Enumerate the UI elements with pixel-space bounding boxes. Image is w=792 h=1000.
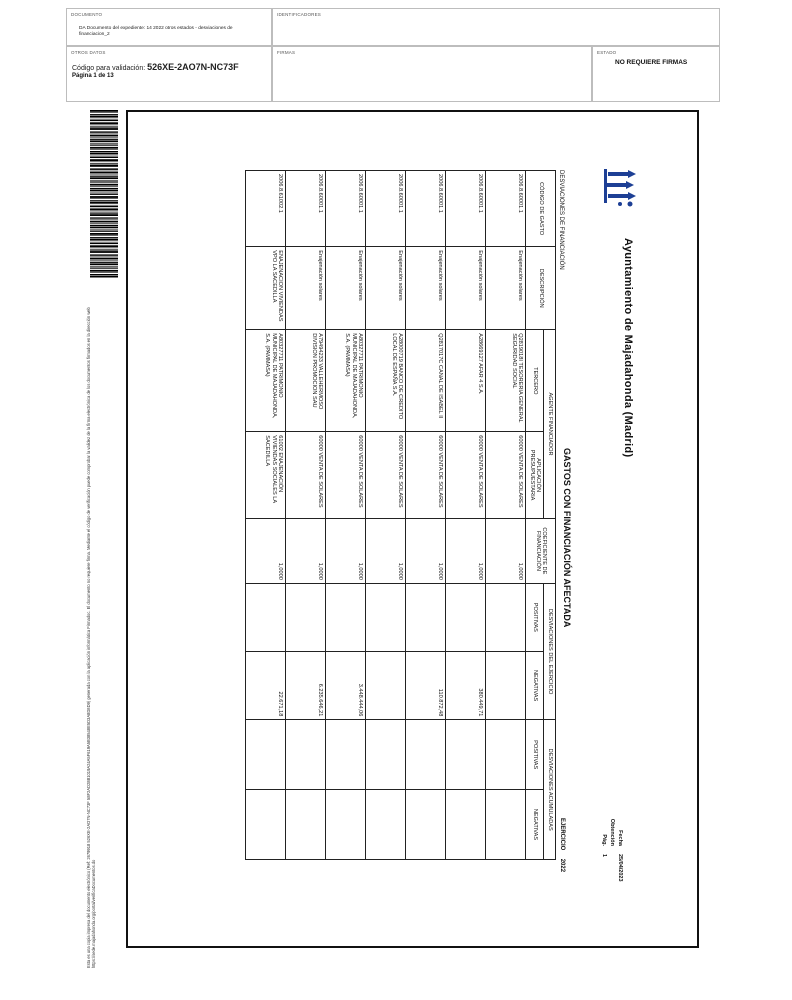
cell-year-negative <box>366 651 406 720</box>
col-budget-application: APLICACIÓN PRESUPUESTARIA <box>526 432 544 519</box>
barcode-bar <box>90 218 118 219</box>
cell-acc-negative <box>246 789 286 859</box>
barcode-bar <box>90 125 118 126</box>
section-label: DESVIACIONES DE FINANCIACIÓN <box>558 170 564 270</box>
cell-acc-positive <box>406 720 446 790</box>
barcode-bar <box>90 132 118 133</box>
cell-acc-positive <box>366 720 406 790</box>
barcode-bar <box>90 263 118 265</box>
cell-third-party: A79494233 VALLEHERMOSO DIVISION PROMOCION SAU <box>286 330 326 432</box>
barcode-bar <box>90 163 118 164</box>
cell-acc-positive <box>326 720 366 790</box>
signatures-label: FIRMAS <box>277 50 296 55</box>
barcode-bar <box>90 227 118 229</box>
cell-acc-negative <box>406 789 446 859</box>
document-label: DOCUMENTO <box>71 12 103 17</box>
barcode-bar <box>90 200 118 201</box>
barcode-bar <box>90 145 118 146</box>
cell-year-positive <box>406 583 446 651</box>
cell-year-positive <box>326 583 366 651</box>
page-value: 1 <box>601 854 607 858</box>
cell-year-positive <box>486 583 526 651</box>
barcode-bar <box>90 120 118 121</box>
identifiers-label: IDENTIFICADORES <box>277 12 322 17</box>
barcode-bar <box>90 181 118 182</box>
barcode-bar <box>90 213 118 214</box>
cell-budget-application: 60000 VENTA DE SOLARES <box>366 432 406 519</box>
barcode-bar <box>90 208 118 210</box>
barcode-bar <box>90 176 118 177</box>
barcode-bar <box>90 128 118 130</box>
exercise-label: EJERCICIO <box>559 818 565 851</box>
barcode-bar <box>90 169 118 170</box>
cell-third-party: A28669127 AFAR 4 S.A. <box>446 330 486 432</box>
other-data-label: OTROS DATOS <box>71 50 106 55</box>
col-deviations-year: DESVIACIONES DEL EJERCICIO <box>544 583 556 720</box>
barcode-bar <box>90 251 118 253</box>
barcode-bar <box>90 119 118 120</box>
cell-coefficient: 1,0000 <box>246 518 286 583</box>
municipality-name: Ayuntamiento de Majadahonda (Madrid) <box>622 238 634 458</box>
barcode-bar <box>90 131 118 132</box>
barcode-bar <box>90 180 118 181</box>
cell-acc-negative <box>446 789 486 859</box>
barcode-bar <box>90 249 118 250</box>
cell-acc-positive <box>446 720 486 790</box>
barcode-bar <box>90 194 118 195</box>
status-label: ESTADO <box>597 50 617 55</box>
barcode-bar <box>90 211 118 212</box>
cell-coefficient: 1,0000 <box>326 518 366 583</box>
barcode-bar <box>90 159 118 161</box>
col-coefficient: COEFICIENTE DE FINANCIACIÓN <box>526 518 556 583</box>
col-acc-positive: POSITIVAS <box>526 720 544 790</box>
cell-year-negative: 22.671,18 <box>246 651 286 720</box>
barcode-bar <box>90 190 118 192</box>
cell-description: Enajenación solares <box>286 247 326 330</box>
col-description: DESCRIPCIÓN <box>526 247 556 330</box>
col-third-party: TERCERO <box>526 330 544 432</box>
barcode-bar <box>90 193 118 194</box>
cell-code: 2006.8.60001.1 <box>286 171 326 247</box>
cell-year-negative <box>486 651 526 720</box>
barcode-bar <box>90 237 118 238</box>
cell-year-negative: 380.449,71 <box>446 651 486 720</box>
cell-description: Enajenación solares <box>366 247 406 330</box>
cell-third-party: Q2819018I TESORERIA GENERAL SEGURIDAD SOCIAL <box>486 330 526 432</box>
barcode-bar <box>90 186 118 187</box>
validation-prefix: Código para validación: <box>72 65 146 72</box>
barcode-bar <box>90 214 118 216</box>
barcode-bar <box>90 143 118 144</box>
barcode-bar <box>90 231 118 232</box>
col-year-positive: POSITIVAS <box>526 583 544 651</box>
cell-third-party: A28000719 BANCO DE CREDITO LOCAL DE ESPAÑA S.A. <box>366 330 406 432</box>
cell-third-party: A80327711 PATRIMONIO MUNICIPAL DE MAJADAHONDA, S.A. (PAMMASA) <box>246 330 286 432</box>
barcode-bar <box>90 245 118 247</box>
cell-acc-positive <box>486 720 526 790</box>
cell-description: Enajenación solares <box>486 247 526 330</box>
cell-budget-application: 61002 ENAJENACIÓN VIVIENDAS SOCIALES LA SACEDILLA <box>246 432 286 519</box>
barcode-bar <box>90 242 118 243</box>
municipal-crest-logo <box>602 168 638 208</box>
page-label: Pág. <box>601 834 607 846</box>
cell-budget-application: 60000 VENTA DE SOLARES <box>326 432 366 519</box>
barcode-bar <box>90 112 118 113</box>
barcode-bar <box>90 205 118 206</box>
col-agent: AGENTE FINANCIADOR <box>544 330 556 519</box>
report-sheet <box>190 168 640 888</box>
page-info: Página 1 de 13 <box>72 73 114 79</box>
barcode-bar <box>90 233 118 235</box>
cell-third-party: A80327711 PATRIMONIO MUNICIPAL DE MAJADAHONDA, S.A. (PAMMASA) <box>326 330 366 432</box>
barcode-bar <box>90 149 118 150</box>
validation-line <box>72 62 239 72</box>
barcode-bar <box>90 221 118 223</box>
cell-acc-negative <box>366 789 406 859</box>
barcode-bar <box>90 235 118 236</box>
document-box <box>66 8 272 46</box>
barcode-bar <box>90 198 118 199</box>
barcode-bar <box>90 157 118 158</box>
barcode-image <box>90 110 118 278</box>
cell-code: 2006.8.60001.1 <box>486 171 526 247</box>
col-deviations-accumulated: DESVIACIONES ACUMULADAS <box>544 720 556 860</box>
barcode-bar <box>90 202 118 204</box>
barcode-bar <box>90 206 118 207</box>
cell-acc-positive <box>246 720 286 790</box>
other-data-box <box>66 46 272 102</box>
barcode-bar <box>90 139 118 140</box>
expenses-table <box>245 170 556 860</box>
status-value: NO REQUIERE FIRMAS <box>615 59 688 66</box>
cell-code: 2006.8.60001.1 <box>366 171 406 247</box>
barcode-bar <box>90 135 118 137</box>
cell-year-positive <box>246 583 286 651</box>
table-row <box>446 171 486 860</box>
barcode-bar <box>90 110 118 112</box>
cell-coefficient: 1,0000 <box>486 518 526 583</box>
cell-year-positive <box>446 583 486 651</box>
barcode-bar <box>90 258 118 260</box>
report-meta <box>600 804 624 882</box>
barcode-bar <box>90 137 118 138</box>
barcode-bar <box>90 122 118 124</box>
cell-third-party: Q2817017C CANAL DE ISABEL II <box>406 330 446 432</box>
cell-coefficient: 1,0000 <box>366 518 406 583</box>
cell-coefficient: 1,0000 <box>446 518 486 583</box>
cell-acc-negative <box>286 789 326 859</box>
col-code: CÓDIGO DE GASTO <box>526 171 556 247</box>
barcode-bar <box>90 248 118 249</box>
barcode-bar <box>90 151 118 152</box>
barcode-bar <box>90 223 118 224</box>
col-year-negative: NEGATIVAS <box>526 651 544 720</box>
barcode-bar <box>90 255 118 256</box>
barcode-bar <box>90 184 118 186</box>
cell-code: 2006.8.60001.1 <box>406 171 446 247</box>
cell-coefficient: 1,0000 <box>286 518 326 583</box>
barcode-bar <box>90 116 118 118</box>
barcode-bar <box>90 156 118 157</box>
cell-acc-negative <box>486 789 526 859</box>
barcode-bar <box>90 126 118 127</box>
cell-code: 2006.8.60001.1 <box>326 171 366 247</box>
date-label: Fecha Obtención <box>609 818 623 846</box>
status-box <box>592 46 720 102</box>
barcode-bar <box>90 174 118 175</box>
identifiers-box <box>272 8 720 46</box>
table-row <box>486 171 526 860</box>
verification-legend: Esta es una copia impresa del documento electrónico (Ref: 2679918 526XE-2AO7N-NC73F 58F2AD28B1019A24A5F619A5B38548E5D3A8D8D9) generada con la aplicación informática Firmadoc. El documento no requiere firma. Mediante el código de verificación puede comprobar la validez de la firma electrónica de los documentos firmados en la dirección web https://sede.majadahonda.org/portal/verificaDocumentos.do <box>86 307 97 968</box>
barcode-bar <box>90 114 118 115</box>
col-acc-negative: NEGATIVAS <box>526 789 544 859</box>
exercise <box>559 818 565 872</box>
exercise-value: 2022 <box>559 858 565 873</box>
barcode-bar <box>90 266 118 267</box>
barcode-bar <box>90 260 118 261</box>
cell-budget-application: 60000 VENTA DE SOLARES <box>446 432 486 519</box>
cell-year-negative: 3.448.444,06 <box>326 651 366 720</box>
cell-coefficient: 1,0000 <box>406 518 446 583</box>
cell-year-negative: 6.235.646,21 <box>286 651 326 720</box>
barcode-bar <box>90 172 118 174</box>
cell-code: 2006.8.61002.1 <box>246 171 286 247</box>
cell-year-positive <box>286 583 326 651</box>
cell-year-positive <box>366 583 406 651</box>
date-value: 25/04/2023 <box>617 854 623 882</box>
barcode-bar <box>90 225 118 226</box>
table-row <box>246 171 286 860</box>
cell-acc-positive <box>286 720 326 790</box>
barcode-bar <box>90 147 118 149</box>
barcode-bar <box>90 196 118 198</box>
cell-description: Enajenación solares <box>446 247 486 330</box>
barcode-bar <box>90 239 118 241</box>
cell-description: Enajenación solares <box>406 247 446 330</box>
table-row <box>286 171 326 860</box>
barcode-bar <box>90 168 118 169</box>
barcode-bar <box>90 262 118 263</box>
cell-description: Enajenación solares <box>326 247 366 330</box>
table-row <box>406 171 446 860</box>
document-text: DA Documento del expediente: 14 2022 otros estados - desviaciones de financiacion_2 <box>79 26 233 37</box>
cell-budget-application: 60000 VENTA DE SOLARES <box>286 432 326 519</box>
barcode-bar <box>90 177 118 179</box>
barcode-bar <box>90 254 118 255</box>
cell-budget-application: 60000 VENTA DE SOLARES <box>486 432 526 519</box>
table-row <box>366 171 406 860</box>
barcode-bar <box>90 165 118 167</box>
report-title: GASTOS CON FINANCIACIÓN AFECTADA <box>562 448 572 628</box>
cell-budget-application: 60000 VENTA DE SOLARES <box>406 432 446 519</box>
cell-year-negative: 110.872,48 <box>406 651 446 720</box>
barcode-bar <box>90 243 118 244</box>
barcode-bar <box>90 153 118 155</box>
barcode-bar <box>90 217 118 218</box>
barcode-bar <box>90 230 118 231</box>
barcode-bar <box>90 188 118 189</box>
validation-code: 526XE-2AO7N-NC73F <box>147 62 239 72</box>
signatures-box <box>272 46 592 102</box>
cell-description: ENAJENACION VIVIENDAS VPO LA SACEDILLA <box>246 247 286 330</box>
table-row <box>326 171 366 860</box>
barcode-bar <box>90 162 118 163</box>
cell-code: 2006.8.60001.1 <box>446 171 486 247</box>
cell-acc-negative <box>326 789 366 859</box>
barcode-bar <box>90 140 118 142</box>
